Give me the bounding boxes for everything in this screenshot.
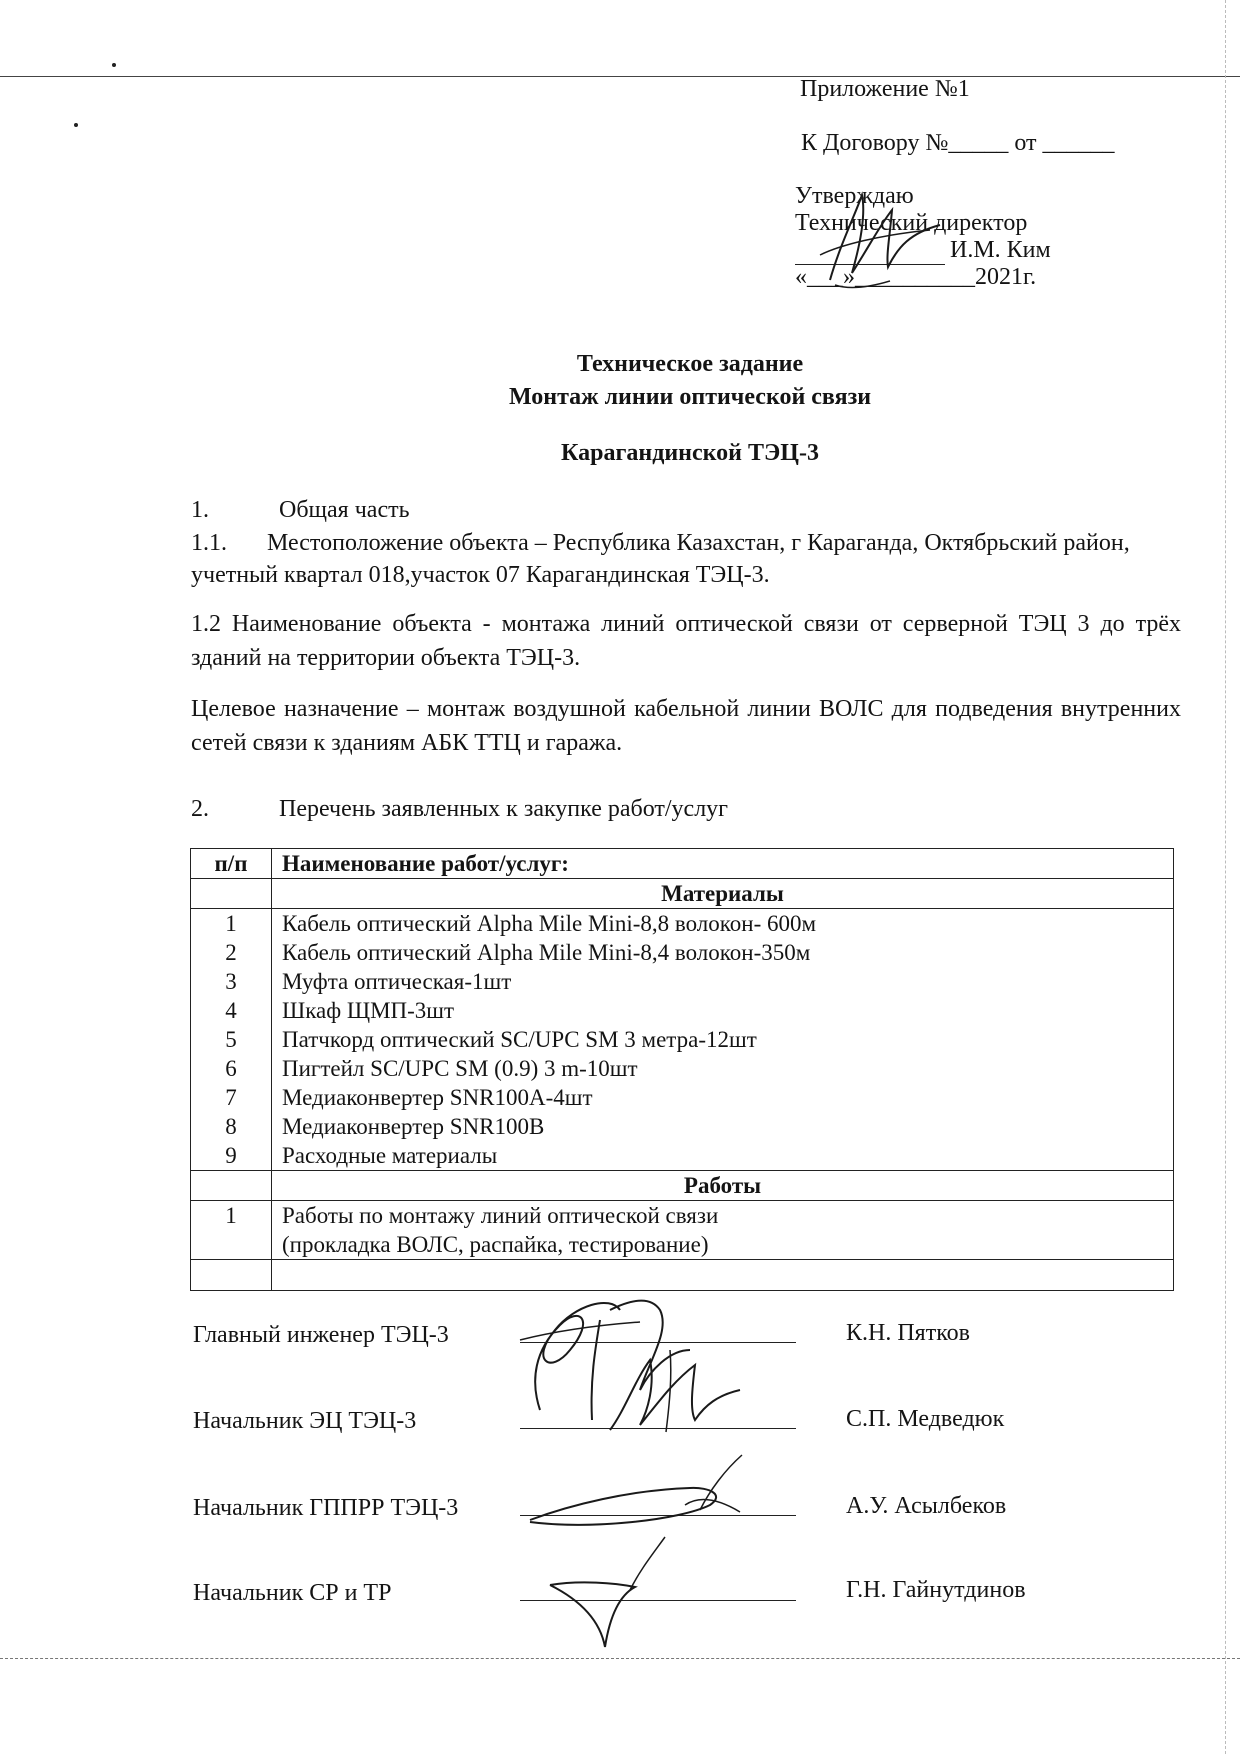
works-section-title: Работы bbox=[272, 1171, 1174, 1201]
signature-name: К.Н. Пятков bbox=[846, 1320, 970, 1346]
section-2-number: 2. bbox=[191, 796, 209, 822]
section-2-title: Перечень заявленных к закупке работ/услуг bbox=[279, 796, 729, 822]
table-row bbox=[191, 1201, 1174, 1260]
row-number: 5 bbox=[191, 1025, 272, 1054]
empty-cell bbox=[191, 879, 272, 909]
row-number: 7 bbox=[191, 1083, 272, 1112]
section-1-1-number: 1.1. bbox=[191, 530, 227, 556]
director-signature-icon bbox=[800, 185, 960, 295]
column-name-header: Наименование работ/услуг: bbox=[272, 849, 1174, 879]
row-number: 1 bbox=[191, 1201, 272, 1260]
row-name: Шкаф ЩМП-3шт bbox=[272, 996, 1174, 1025]
row-number: 1 bbox=[191, 909, 272, 939]
approval-date: «___»__________2021г. bbox=[795, 264, 1037, 290]
table-row bbox=[191, 967, 1174, 996]
row-name: Муфта оптическая-1шт bbox=[272, 967, 1174, 996]
row-number: 9 bbox=[191, 1141, 272, 1171]
table-row bbox=[191, 1083, 1174, 1112]
scan-speck bbox=[112, 63, 116, 67]
section-1-number: 1. bbox=[191, 497, 209, 523]
row-number: 4 bbox=[191, 996, 272, 1025]
row-number: 8 bbox=[191, 1112, 272, 1141]
row-number: 2 bbox=[191, 938, 272, 967]
empty-cell bbox=[191, 1171, 272, 1201]
top-scan-border bbox=[0, 76, 1240, 77]
row-name-line-2: (прокладка ВОЛС, распайка, тестирование) bbox=[282, 1232, 709, 1257]
row-name: Кабель оптический Alpha Mile Mini-8,4 волокон-350м bbox=[272, 938, 1174, 967]
scan-speck bbox=[74, 123, 78, 127]
contract-reference: К Договору №_____ от ______ bbox=[801, 130, 1115, 156]
approver-name: И.М. Ким bbox=[950, 237, 1051, 263]
table-row bbox=[191, 938, 1174, 967]
section-1-2-text: 1.2 Наименование объекта - монтажа линий оптической связи от серверной ТЭЦ 3 до трёх зданий на территории объекта ТЭЦ-3. bbox=[191, 611, 1181, 671]
row-name: Пигтейл SC/UPC SM (0.9) 3 m-10шт bbox=[272, 1054, 1174, 1083]
materials-section-title: Материалы bbox=[272, 879, 1174, 909]
signature-role: Начальник ГППРР ТЭЦ-3 bbox=[193, 1495, 459, 1521]
row-name: Кабель оптический Alpha Mile Mini-8,8 волокон- 600м bbox=[272, 909, 1174, 939]
table-header-row bbox=[191, 849, 1174, 879]
row-name: Медиаконвертер SNR100A-4шт bbox=[272, 1083, 1174, 1112]
row-name-line-1: Работы по монтажу линий оптической связи bbox=[282, 1203, 719, 1228]
row-name: Расходные материалы bbox=[272, 1141, 1174, 1171]
gpprr-head-signature-icon bbox=[510, 1450, 770, 1540]
approver-position: Технический директор bbox=[795, 210, 1028, 236]
table-row bbox=[191, 909, 1174, 939]
purpose-text: Целевое назначение – монтаж воздушной кабельной линии ВОЛС для подведения внутренних сетей связи к зданиям АБК ТТЦ и гаража. bbox=[191, 696, 1181, 756]
document-subtitle: Монтаж линии оптической связи bbox=[508, 384, 872, 410]
section-2-heading bbox=[191, 792, 1181, 826]
signature-role: Начальник ЭЦ ТЭЦ-3 bbox=[193, 1408, 417, 1434]
signature-role: Главный инженер ТЭЦ-3 bbox=[193, 1322, 449, 1348]
column-number-header: п/п bbox=[191, 849, 272, 879]
materials-section-row bbox=[191, 879, 1174, 909]
row-number: 3 bbox=[191, 967, 272, 996]
ec-head-signature-icon bbox=[600, 1340, 750, 1440]
row-name: Патчкорд оптический SC/UPC SM 3 метра-12шт bbox=[272, 1025, 1174, 1054]
table-row bbox=[191, 996, 1174, 1025]
signature-role: Начальник СР и ТР bbox=[193, 1580, 392, 1606]
section-1-1-text-continued: учетный квартал 018,участок 07 Карагандинская ТЭЦ-3. bbox=[191, 562, 770, 588]
table-row bbox=[191, 1141, 1174, 1171]
row-name: Медиаконвертер SNR100B bbox=[272, 1112, 1174, 1141]
section-1-1-text: Местоположение объекта – Республика Казахстан, г Караганда, Октябрьский район, bbox=[267, 530, 1130, 556]
row-number: 6 bbox=[191, 1054, 272, 1083]
table-row bbox=[191, 1054, 1174, 1083]
table-row bbox=[191, 1025, 1174, 1054]
row-name bbox=[272, 1201, 1174, 1260]
signature-name: А.У. Асылбеков bbox=[846, 1493, 1007, 1519]
section-1-1-line bbox=[191, 526, 1181, 560]
document-title: Техническое задание bbox=[576, 351, 804, 377]
right-scan-edge bbox=[1225, 0, 1226, 1754]
appendix-label: Приложение №1 bbox=[800, 76, 970, 102]
empty-cell bbox=[191, 1260, 272, 1291]
bottom-scan-border bbox=[0, 1658, 1240, 1659]
sr-tr-head-signature-icon bbox=[540, 1535, 690, 1655]
section-1-title: Общая часть bbox=[279, 497, 410, 523]
table-row bbox=[191, 1112, 1174, 1141]
signature-name: С.П. Медведюк bbox=[846, 1406, 1005, 1432]
works-section-row bbox=[191, 1171, 1174, 1201]
document-object: Карагандинской ТЭЦ-3 bbox=[561, 440, 819, 466]
approve-label: Утверждаю bbox=[795, 183, 914, 209]
section-1-heading bbox=[191, 493, 1181, 527]
signature-name: Г.Н. Гайнутдинов bbox=[846, 1577, 1026, 1603]
works-table bbox=[190, 848, 1174, 1291]
